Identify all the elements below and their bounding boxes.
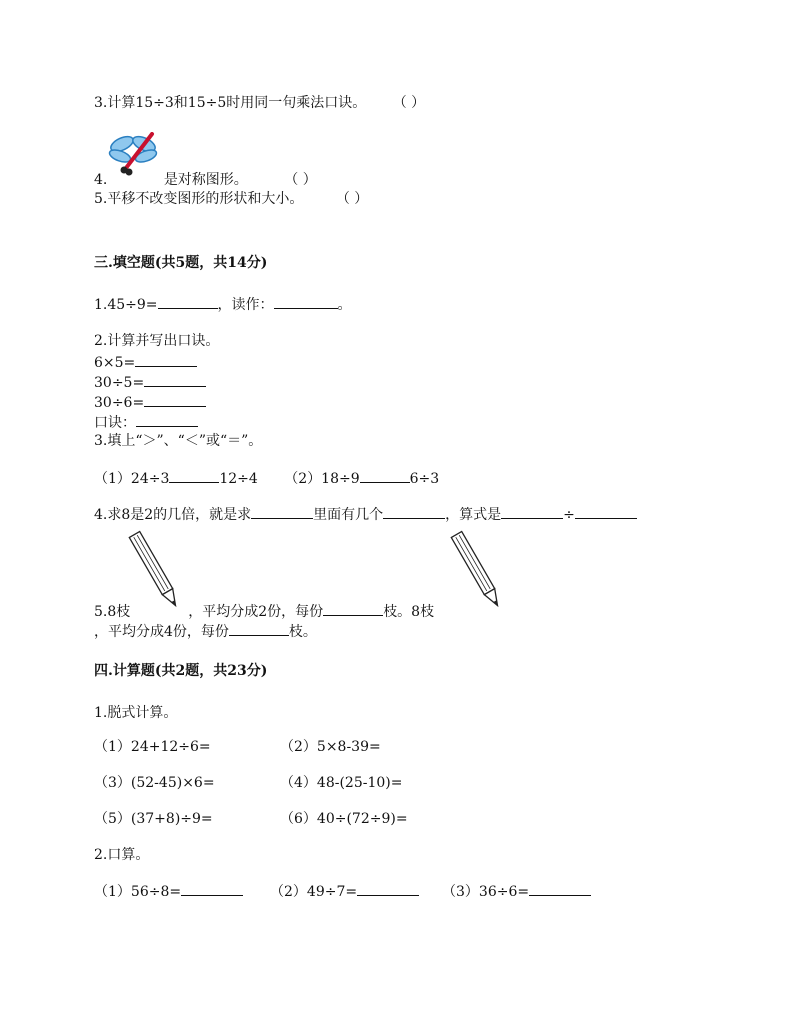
- fill-q5-text-a: 5.8枝: [94, 604, 131, 620]
- fill-q2-title: 2.计算并写出口诀。: [94, 333, 220, 349]
- judge-q5-paren: （ ）: [335, 191, 369, 207]
- fill-q2-line4: [94, 412, 198, 432]
- judge-q3-text: 3.计算15÷3和15÷5时用同一句乘法口诀。: [94, 95, 367, 111]
- calc-item: （3）(52-45)×6=: [94, 775, 215, 791]
- answer-blank[interactable]: [251, 504, 313, 519]
- fill-q5-text-e: 枝。: [288, 624, 317, 640]
- fill-q2-line3-text: 30÷6=: [94, 395, 145, 411]
- answer-blank[interactable]: [323, 601, 383, 616]
- judge-q4-paren: （ ）: [284, 172, 317, 188]
- section3-title: 三.填空题(共5题，共14分): [94, 255, 268, 271]
- answer-blank[interactable]: [529, 881, 591, 896]
- fill-q4-text-b: 里面有几个: [313, 507, 384, 523]
- fill-q4-text-c: ，算式是: [445, 507, 502, 523]
- answer-blank[interactable]: [229, 621, 289, 636]
- fill-q3-parts: [94, 468, 439, 488]
- fill-q2-line4-text: 口诀：: [94, 415, 136, 431]
- fill-q2-line1: [94, 352, 197, 372]
- calc-item: （1）24+12÷6=: [94, 739, 211, 755]
- fill-q2-line3: [94, 392, 206, 412]
- fill-q2-line2-text: 30÷5=: [94, 375, 145, 391]
- fill-q1-end: 。: [337, 297, 352, 313]
- answer-blank[interactable]: [360, 468, 410, 483]
- answer-blank[interactable]: [136, 412, 198, 427]
- fill-q1-read-label: ，读作：: [217, 297, 274, 313]
- judge-q5-text: 5.平移不改变图形的形状和大小。: [94, 191, 304, 207]
- answer-blank[interactable]: [575, 504, 637, 519]
- judge-q5: [94, 190, 368, 208]
- calc-item: （5）(37+8)÷9=: [94, 811, 213, 827]
- fill-q1: [94, 294, 352, 314]
- pencil-icon: [450, 527, 504, 613]
- fill-q3-title: 3.填上“＞”、“＜”或“＝”。: [94, 433, 263, 449]
- fill-q2-line2: [94, 372, 206, 392]
- judge-q4-text: 是对称图形。: [163, 172, 248, 188]
- answer-blank[interactable]: [357, 881, 419, 896]
- fill-q5-text-b: ，平均分成2份，每份: [188, 604, 324, 620]
- answer-blank[interactable]: [181, 881, 243, 896]
- fill-q5-line1: [94, 601, 434, 621]
- fill-q4-divide: ÷: [563, 507, 575, 523]
- fill-q3-part1-right: 12÷4: [219, 471, 258, 487]
- answer-blank[interactable]: [501, 504, 563, 519]
- oral-item-text: （3）36÷6=: [442, 884, 530, 900]
- dragonfly-icon: [104, 132, 160, 176]
- fill-q1-expression: 1.45÷9=: [94, 297, 158, 313]
- fill-q4: [94, 504, 637, 524]
- judge-q3: [94, 94, 425, 112]
- fill-q5-text-d: ，平均分成4份，每份: [94, 624, 229, 640]
- answer-blank[interactable]: [144, 372, 206, 387]
- oral-item: [94, 881, 243, 901]
- judge-q4-number: 4.: [94, 172, 108, 188]
- fill-q3-part1-left: （1）24÷3: [94, 471, 170, 487]
- section4-title: 四.计算题(共2题，共23分): [94, 663, 268, 679]
- fill-q4-text-a: 4.求8是2的几倍，就是求: [94, 507, 252, 523]
- oral-item: [270, 881, 419, 901]
- fill-q2-line1-text: 6×5=: [94, 355, 136, 371]
- calc-item: （2）5×8-39=: [280, 739, 381, 755]
- oral-item-text: （1）56÷8=: [94, 884, 182, 900]
- calc-q1-title: 1.脱式计算。: [94, 705, 178, 721]
- answer-blank[interactable]: [158, 294, 218, 309]
- calc-q2-title: 2.口算。: [94, 847, 150, 863]
- judge-q4: [94, 171, 317, 189]
- oral-item-text: （2）49÷7=: [270, 884, 358, 900]
- answer-blank[interactable]: [383, 504, 445, 519]
- answer-blank[interactable]: [135, 352, 197, 367]
- answer-blank[interactable]: [144, 392, 206, 407]
- judge-q3-paren: （ ）: [392, 95, 426, 111]
- oral-item: [442, 881, 591, 901]
- answer-blank[interactable]: [169, 468, 219, 483]
- answer-blank[interactable]: [274, 294, 338, 309]
- fill-q5-line2: [94, 621, 317, 641]
- calc-item: （4）48-(25-10)=: [280, 775, 403, 791]
- fill-q3-part2-right: 6÷3: [409, 471, 440, 487]
- calc-item: （6）40÷(72÷9)=: [280, 811, 408, 827]
- fill-q3-part2-left: （2）18÷9: [284, 471, 360, 487]
- fill-q5-text-c: 枝。8枝: [383, 604, 435, 620]
